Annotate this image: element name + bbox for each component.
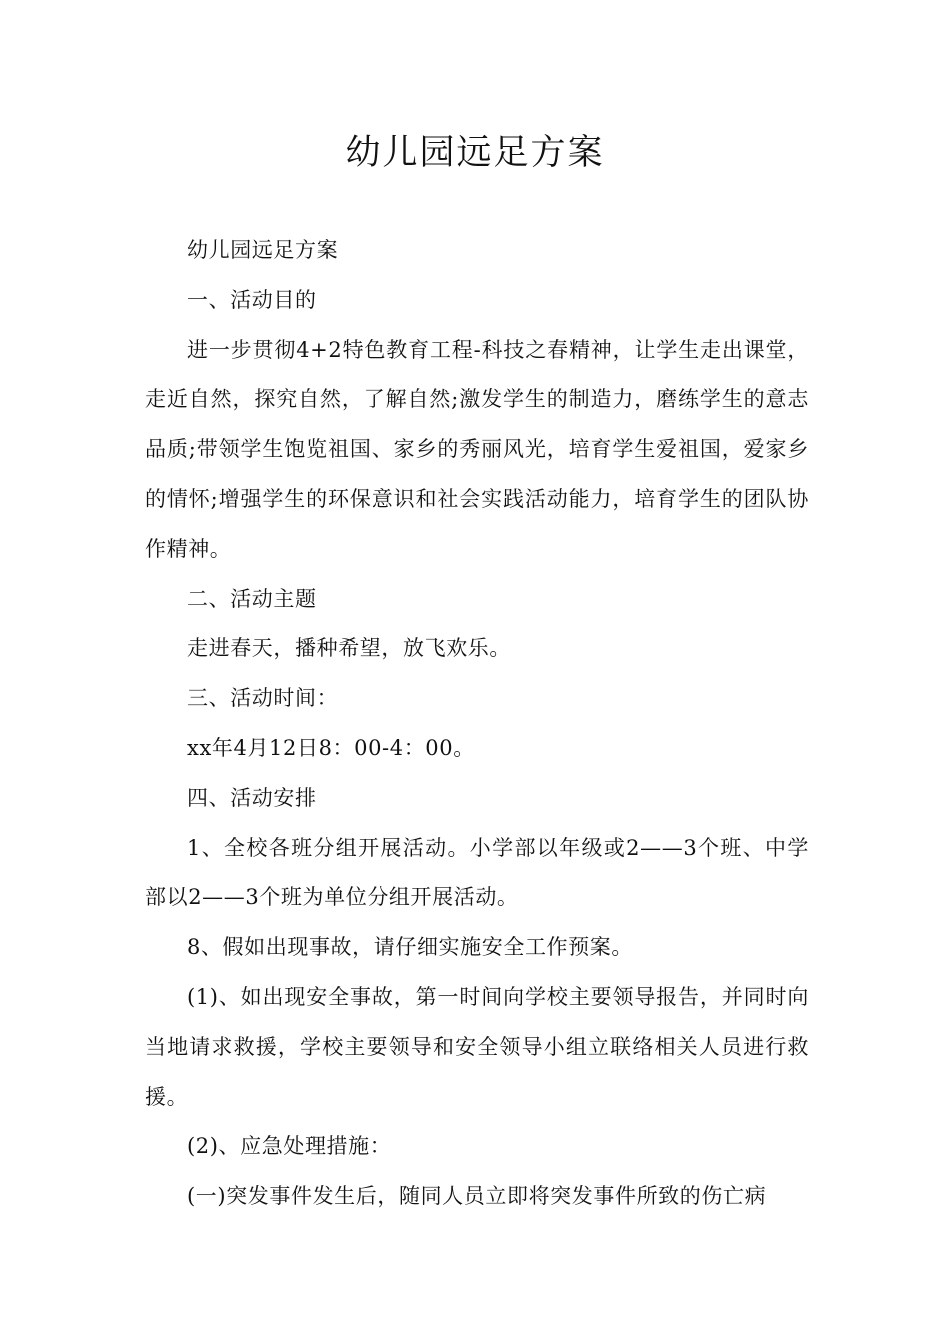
- paragraph-activity-time: xx年4月12日8：00-4：00。: [187, 735, 475, 760]
- paragraph-arrangement-item-1: 1、全校各班分组开展活动。小学部以年级或2——3个班、中学部以2——3个班为单位分组开展活动。: [145, 835, 809, 910]
- paragraph-safety-step-2: (2)、应急处理措施：: [187, 1134, 392, 1159]
- paragraph-arrangement-item-8: 8、假如出现事故，请仔细实施安全工作预案。: [187, 935, 633, 960]
- heading-activity-purpose: 一、活动目的: [187, 287, 317, 312]
- paragraph-activity-purpose: 进一步贯彻4+2特色教育工程-科技之春精神，让学生走出课堂，走近自然，探究自然，了解自然;激发学生的制造力，磨练学生的意志品质;带领学生饱览祖国、家乡的秀丽风光，培育学生爱祖国，爱家乡的情怀;增强学生的环保意识和社会实践活动能力，培育学生的团队协作精神。: [145, 337, 809, 561]
- heading-activity-theme: 二、活动主题: [187, 586, 317, 611]
- paragraph-safety-step-1: (1)、如出现安全事故，第一时间向学校主要领导报告，并同时向当地请求救援，学校主要领导和安全领导小组立联络相关人员进行救援。: [145, 984, 809, 1109]
- document-title: 幼儿园远足方案: [345, 133, 605, 173]
- paragraph-subtitle: 幼儿园远足方案: [187, 238, 339, 262]
- heading-activity-arrangement: 四、活动安排: [187, 785, 317, 810]
- heading-activity-time: 三、活动时间：: [187, 686, 339, 711]
- paragraph-activity-theme: 走进春天，播种希望，放飞欢乐。: [187, 636, 511, 661]
- paragraph-emergency-measure-1: (一)突发事件发生后，随同人员立即将突发事件所致的伤亡病: [187, 1184, 767, 1209]
- document-body: [145, 226, 809, 1222]
